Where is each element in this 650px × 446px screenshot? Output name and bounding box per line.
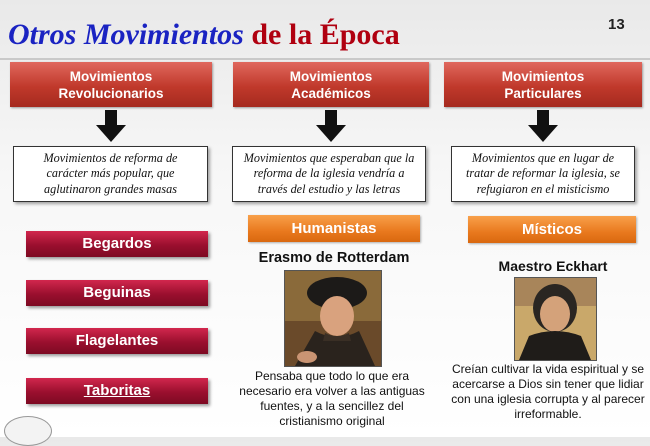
category-revolucionarios [10,62,212,107]
movement-begardos: Begardos [26,231,208,257]
movement-flagelantes: Flagelantes [26,328,208,354]
seal-logo [4,416,52,446]
description-text: Movimientos de reforma de carácter más popular, que aglutinaron grandes masas [43,150,178,196]
title-part-2: de la Época [251,18,400,51]
slide-number: 13 [608,16,625,33]
category-particulares [444,62,642,107]
category-label-line1: Movimientos [289,68,373,84]
category-label-line2: Particulares [504,85,582,101]
arrow-down-icon [316,110,346,144]
title-divider [0,58,650,60]
portrait-erasmo [284,270,382,367]
misticos-header: Místicos [468,216,636,243]
category-label-line2: Revolucionarios [58,85,164,101]
description-text: Movimientos que esperaban que la reforma de la iglesia vendría a través del estudio y las letras [243,150,415,196]
portrait-erasmo-image [285,271,381,366]
category-academicos [233,62,429,107]
category-label-line2: Académicos [291,85,371,101]
category-label-line1: Movimientos [501,68,585,84]
slide-title [8,18,400,52]
movement-beguinas: Beguinas [26,280,208,306]
person-eckhart: Maestro Eckhart [498,258,608,274]
person-erasmo: Erasmo de Rotterdam [258,250,410,266]
misticos-caption: Creían cultivar la vida espiritual y se acercarse a Dios sin tener que lidiar con una iglesia corrupta y al parecer irreformable. [451,362,645,421]
movement-taboritas [26,378,208,404]
arrow-down-icon [528,110,558,144]
description-academicos [232,146,426,202]
description-particulares [451,146,635,202]
description-revolucionarios [13,146,208,202]
portrait-eckhart [514,277,597,361]
category-label-line1: Movimientos [69,68,153,84]
arrow-down-icon [96,110,126,144]
humanistas-header: Humanistas [248,215,420,242]
movement-taboritas-label: Taboritas [83,382,151,399]
description-text: Movimientos que en lugar de tratar de reformar la iglesia, se refugiaron en el misticismo [466,150,620,196]
humanistas-caption: Pensaba que todo lo que era necesario era volver a las antiguas fuentes, y a la sencillez del cristianismo original [239,369,425,428]
portrait-eckhart-image [515,278,596,360]
title-part-1: Otros Movimientos [8,18,244,51]
